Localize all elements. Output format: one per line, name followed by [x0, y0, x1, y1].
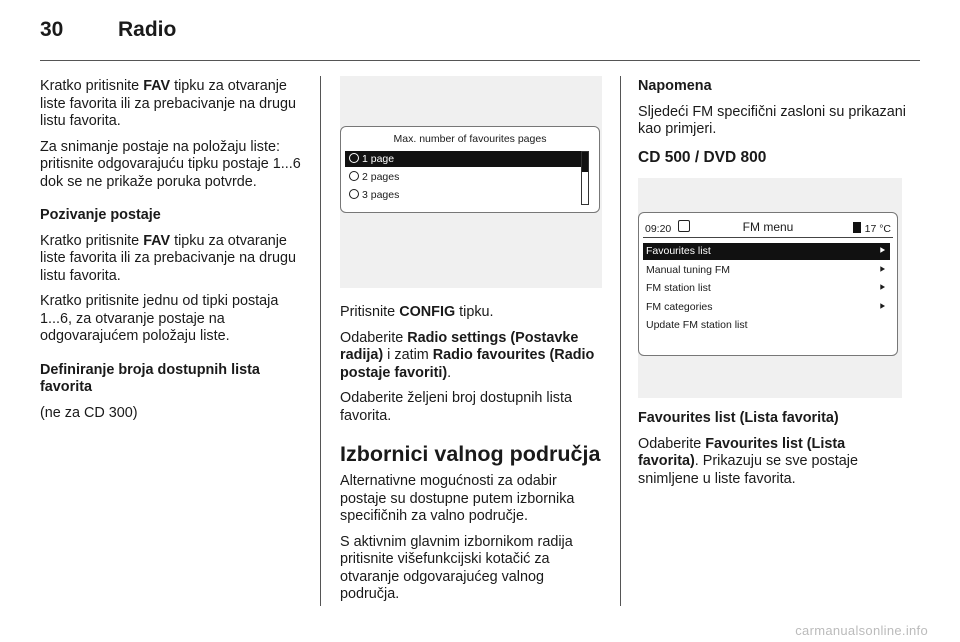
column-divider-2 [620, 76, 621, 606]
page-number: 30 [40, 18, 64, 41]
column-2 [340, 78, 604, 612]
menu-item-manual-tuning: Manual tuning FM ⯈ [643, 262, 890, 279]
paragraph: (ne za CD 300) [40, 404, 138, 421]
paragraph: Kratko pritisnite FAV tipku za otvaranje liste favorita ili za prebacivanje na drugu listu favorita. [40, 78, 296, 129]
menu-item-favourites-list: Favourites list ⯈ [643, 243, 890, 260]
subheading-define-count: Definiranje broja dostupnih lista favorita [40, 361, 260, 395]
note-body: Sljedeći FM specifični zasloni su prikazani kao primjeri. [638, 103, 906, 137]
heading-band-menus: Izbornici valnog područja [340, 442, 601, 466]
paragraph: Kratko pritisnite jednu od tipki postaja 1...6, za otvaranje postaje na odgovarajućem položaju liste. [40, 293, 279, 344]
paragraph: Odaberite Radio settings (Postavke radija) i zatim Radio favourites (Radio postaje favoriti). [340, 329, 595, 381]
radio-icon [349, 189, 359, 199]
scroll-thumb [582, 152, 588, 172]
paragraph: Pritisnite CONFIG tipku. [340, 304, 494, 320]
screen-image-fm-menu [638, 178, 902, 398]
temperature: 17 °C [853, 221, 891, 239]
paragraph: S aktivnim glavnim izbornikom radija pritisnite višefunkcijski kotačić za otvaranje odgovarajućeg valnog područja. [340, 533, 573, 602]
screen-divider [643, 237, 893, 238]
radio-icon [349, 153, 359, 163]
screen-status-bar [645, 219, 891, 235]
screen-title: FM menu [742, 220, 794, 234]
menu-item-categories: FM categories ⯈ [643, 299, 890, 316]
column-1 [40, 78, 308, 430]
subheading-favourites-list: Favourites list (Lista favorita) [638, 410, 839, 426]
column-divider-1 [320, 76, 321, 606]
option-1-page: 1 page [345, 151, 585, 167]
note-title: Napomena [638, 78, 712, 94]
screen-title: Max. number of favourites pages [393, 133, 547, 145]
paragraph: Alternativne mogućnosti za odabir postaje su dostupne putem izbornika specifičnih za valno područje. [340, 473, 575, 524]
scrollbar [581, 151, 589, 205]
watermark-logo: carmanualsonline.info [795, 623, 928, 638]
display-screen [638, 212, 898, 356]
option-3-pages: 3 pages [345, 187, 585, 203]
arrow-right-icon: ⯈ [878, 265, 886, 276]
display-screen [340, 126, 600, 213]
radio-icon [349, 171, 359, 181]
heading-cd500-dvd800: CD 500 / DVD 800 [638, 148, 767, 166]
option-2-pages: 2 pages [345, 169, 585, 185]
arrow-right-icon: ⯈ [878, 246, 886, 257]
screen-image-favourites-pages [340, 76, 602, 288]
subheading-call-station: Pozivanje postaje [40, 207, 161, 223]
header-divider [40, 60, 920, 61]
clock-time: 09:20 [645, 223, 672, 235]
arrow-right-icon: ⯈ [878, 283, 886, 294]
paragraph: Odaberite Favourites list (Lista favorita). Prikazuju se sve postaje snimljene u liste favorita. [638, 435, 858, 487]
arrow-right-icon: ⯈ [878, 302, 886, 313]
column-3 [638, 78, 908, 496]
paragraph: Odaberite željeni broj dostupnih lista favorita. [340, 390, 572, 424]
section-title: Radio [118, 18, 177, 41]
paragraph: Kratko pritisnite FAV tipku za otvaranje liste favorita ili za prebacivanje na drugu listu favorita. [40, 232, 296, 284]
menu-item-station-list: FM station list ⯈ [643, 280, 890, 297]
menu-item-update-list: Update FM station list [646, 319, 748, 331]
paragraph: Za snimanje postaje na položaju liste: pritisnite odgovarajuću tipku postaje 1...6 dok se ne prikaže poruka potvrde. [40, 138, 301, 190]
thermometer-icon [853, 222, 861, 233]
